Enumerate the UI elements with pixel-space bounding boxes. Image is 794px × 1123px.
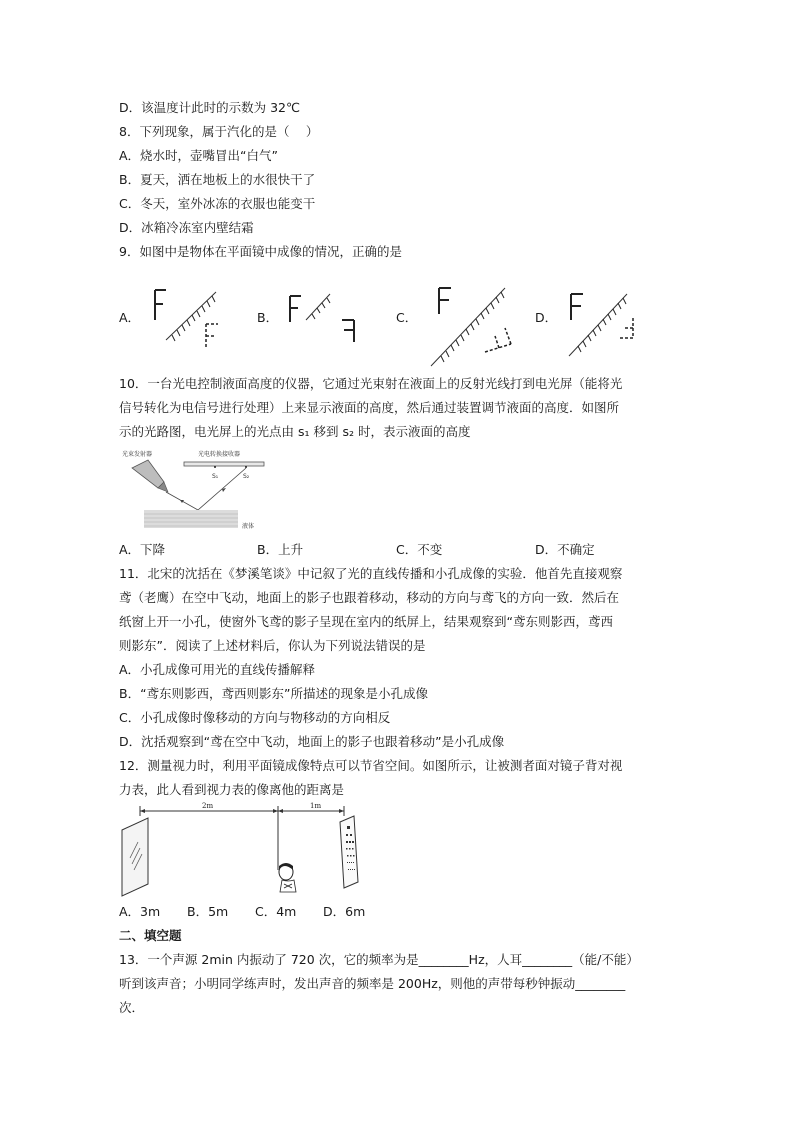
label-2m: 2m [202, 802, 214, 810]
q10-option-b: B．上升 [257, 542, 304, 557]
q9-stem: 9．如图中是物体在平面镜中成像的情况，正确的是 [119, 244, 402, 259]
receiver-screen [184, 462, 264, 466]
q11-option-d: D．沈括观察到“鸢在空中飞动，地面上的影子也跟着移动”是小孔成像 [119, 734, 505, 749]
section-heading-fill-in: 二、填空题 [119, 928, 182, 943]
liquid-label: 液体 [242, 523, 255, 530]
eye-chart [340, 816, 358, 888]
q11-option-b: B．“鸢东则影西，鸢西则影东”所描述的现象是小孔成像 [119, 686, 429, 701]
emitter-device [132, 460, 168, 492]
q9-figure-d [565, 290, 645, 360]
q9-option-a-label: A． [119, 310, 141, 325]
q10-option-d: D．不确定 [535, 542, 595, 557]
q8-option-c: C．冬天，室外冰冻的衣服也能变干 [119, 196, 316, 211]
s2-label: S₂ [243, 473, 250, 480]
s1-label: S₁ [212, 473, 219, 480]
liquid-surface [144, 510, 238, 528]
q9-option-d-label: D． [535, 310, 558, 325]
q11-stem-line3: 纸窗上开一小孔，使窗外飞鸢的影子呈现在室内的纸屏上，结果观察到“鸢东则影西，鸢西 [119, 614, 613, 629]
q11-stem-line1: 11．北宋的沈括在《梦溪笔谈》中记叙了光的直线传播和小孔成像的实验．他首先直接观察 [119, 566, 623, 581]
q8-option-b: B．夏天，洒在地板上的水很快干了 [119, 172, 316, 187]
q8-option-a: A．烧水时，壶嘴冒出“白气” [119, 148, 279, 163]
q10-option-a: A．下降 [119, 542, 166, 557]
q11-stem-line4: 则影东”．阅读了上述材料后，你认为下列说法错误的是 [119, 638, 426, 653]
q12-option-b: B．5m [187, 904, 229, 919]
q10-stem-line1: 10．一台光电控制液面高度的仪器，它通过光束射在液面上的反射光线打到电光屏（能将光 [119, 376, 623, 391]
q10-stem-line3: 示的光路图，电光屏上的光点由 s₁ 移到 s₂ 时，表示液面的高度 [119, 424, 471, 439]
person [279, 863, 296, 892]
emitter-label: 光束发射器 [122, 451, 153, 458]
q8-stem: 8．下列现象，属于汽化的是（ ） [119, 124, 319, 139]
q9-figure-a [150, 284, 230, 354]
q9-figure-b [286, 290, 366, 350]
q12-figure [118, 800, 368, 900]
q13-line2: 听到该声音；小明同学练声时，发出声音的频率是 200Hz，则他的声带每秒钟振动________ [119, 976, 626, 991]
q13-line1: 13．一个声源 2min 内振动了 720 次，它的频率为是________Hz，人耳________（能/不能） [119, 952, 639, 967]
q12-option-c: C．4m [255, 904, 297, 919]
q12-option-d: D．6m [323, 904, 366, 919]
label-1m: 1m [310, 802, 322, 810]
q10-option-c: C．不变 [396, 542, 443, 557]
q13-line3: 次． [119, 1000, 145, 1015]
q11-option-c: C．小孔成像时像移动的方向与物移动的方向相反 [119, 710, 391, 725]
mirror [122, 818, 148, 896]
q12-stem-line1: 12．测量视力时，利用平面镜成像特点可以节省空间。如图所示，让被测者面对镜子背对视 [119, 758, 623, 773]
q9-option-b-label: B． [257, 310, 279, 325]
q12-option-a: A．3m [119, 904, 161, 919]
q11-stem-line2: 鸢（老鹰）在空中飞动，地面上的影子也跟着移动，移动的方向与鸢飞的方向一致．然后在 [119, 590, 620, 605]
q8-option-d: D．冰箱冷冻室内壁结霜 [119, 220, 254, 235]
receiver-label: 光电转换接收器 [198, 451, 241, 458]
q11-option-a: A．小孔成像可用光的直线传播解释 [119, 662, 316, 677]
q7-option-d: D．该温度计此时的示数为 32℃ [119, 100, 301, 115]
q12-stem-line2: 力表，此人看到视力表的像离他的距离是 [119, 782, 345, 797]
q9-figure-c [425, 284, 535, 369]
q9-option-c-label: C． [396, 310, 418, 325]
q10-figure [118, 448, 268, 534]
q10-stem-line2: 信号转化为电信号进行处理）上来显示液面的高度，然后通过装置调节液面的高度．如图所 [119, 400, 620, 415]
